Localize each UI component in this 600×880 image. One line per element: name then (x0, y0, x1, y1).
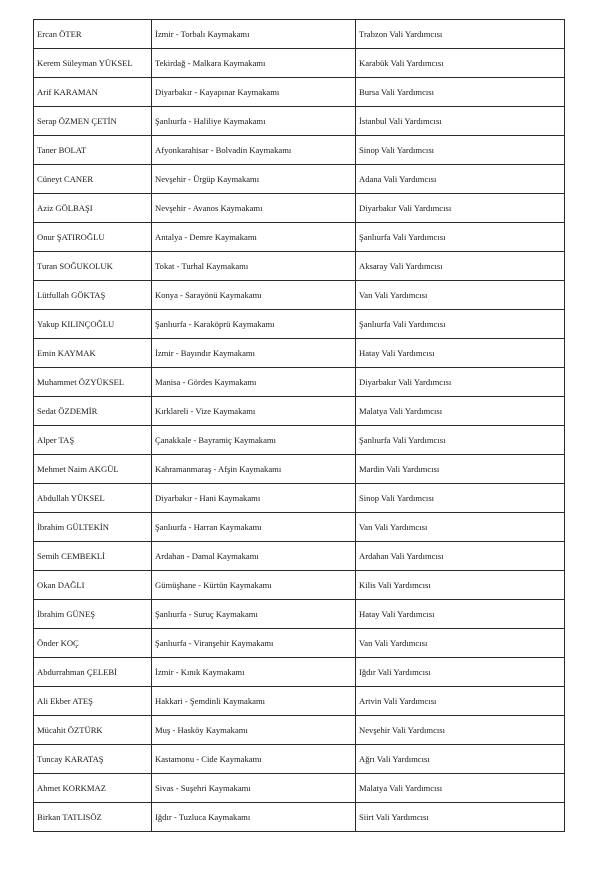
table-row (34, 426, 565, 455)
table-row (34, 629, 565, 658)
name-cell: Lütfullah GÖKTAŞ (34, 281, 152, 310)
current-post-cell: Ardahan - Damal Kaymakamı (152, 542, 356, 571)
table-row (34, 194, 565, 223)
table-row (34, 368, 565, 397)
current-post-cell: Şanlıurfa - Haliliye Kaymakamı (152, 107, 356, 136)
name-cell: Abdullah YÜKSEL (34, 484, 152, 513)
current-post-cell: Afyonkarahisar - Bolvadin Kaymakamı (152, 136, 356, 165)
table-row (34, 687, 565, 716)
table-row (34, 774, 565, 803)
current-post-cell: Konya - Sarayönü Kaymakamı (152, 281, 356, 310)
name-cell: Birkan TATLISÖZ (34, 803, 152, 832)
appointments-table-body (34, 20, 565, 832)
current-post-cell: İzmir - Torbalı Kaymakamı (152, 20, 356, 49)
name-cell: Onur ŞATIROĞLU (34, 223, 152, 252)
current-post-cell: Iğdır - Tuzluca Kaymakamı (152, 803, 356, 832)
current-post-cell: Diyarbakır - Hani Kaymakamı (152, 484, 356, 513)
table-row (34, 484, 565, 513)
table-row (34, 600, 565, 629)
name-cell: İbrahim GÜLTEKİN (34, 513, 152, 542)
new-post-cell: Diyarbakır Vali Yardımcısı (356, 194, 565, 223)
new-post-cell: Diyarbakır Vali Yardımcısı (356, 368, 565, 397)
name-cell: Mehmet Naim AKGÜL (34, 455, 152, 484)
new-post-cell: Aksaray Vali Yardımcısı (356, 252, 565, 281)
name-cell: Abdurrahman ÇELEBİ (34, 658, 152, 687)
name-cell: Ercan ÖTER (34, 20, 152, 49)
name-cell: Serap ÖZMEN ÇETİN (34, 107, 152, 136)
new-post-cell: Artvin Vali Yardımcısı (356, 687, 565, 716)
new-post-cell: Van Vali Yardımcısı (356, 629, 565, 658)
new-post-cell: Van Vali Yardımcısı (356, 281, 565, 310)
current-post-cell: Şanlıurfa - Viranşehir Kaymakamı (152, 629, 356, 658)
table-row (34, 803, 565, 832)
new-post-cell: Ağrı Vali Yardımcısı (356, 745, 565, 774)
new-post-cell: Van Vali Yardımcısı (356, 513, 565, 542)
current-post-cell: Antalya - Demre Kaymakamı (152, 223, 356, 252)
current-post-cell: Tokat - Turhal Kaymakamı (152, 252, 356, 281)
new-post-cell: Hatay Vali Yardımcısı (356, 339, 565, 368)
current-post-cell: Diyarbakır - Kayapınar Kaymakamı (152, 78, 356, 107)
new-post-cell: Hatay Vali Yardımcısı (356, 600, 565, 629)
table-row (34, 339, 565, 368)
table-row (34, 165, 565, 194)
current-post-cell: Kırklareli - Vize Kaymakamı (152, 397, 356, 426)
new-post-cell: Karabük Vali Yardımcısı (356, 49, 565, 78)
new-post-cell: İstanbul Vali Yardımcısı (356, 107, 565, 136)
current-post-cell: Manisa - Gördes Kaymakamı (152, 368, 356, 397)
current-post-cell: Kahramanmaraş - Afşin Kaymakamı (152, 455, 356, 484)
current-post-cell: Tekirdağ - Malkara Kaymakamı (152, 49, 356, 78)
new-post-cell: Trabzon Vali Yardımcısı (356, 20, 565, 49)
name-cell: Semih CEMBEKLİ (34, 542, 152, 571)
current-post-cell: Kastamonu - Cide Kaymakamı (152, 745, 356, 774)
current-post-cell: İzmir - Kınık Kaymakamı (152, 658, 356, 687)
name-cell: Okan DAĞLI (34, 571, 152, 600)
current-post-cell: Sivas - Suşehri Kaymakamı (152, 774, 356, 803)
current-post-cell: Nevşehir - Avanos Kaymakamı (152, 194, 356, 223)
current-post-cell: Şanlıurfa - Karaköprü Kaymakamı (152, 310, 356, 339)
name-cell: Mücahit ÖZTÜRK (34, 716, 152, 745)
table-row (34, 107, 565, 136)
current-post-cell: Nevşehir - Ürgüp Kaymakamı (152, 165, 356, 194)
new-post-cell: Mardin Vali Yardımcısı (356, 455, 565, 484)
name-cell: Emin KAYMAK (34, 339, 152, 368)
current-post-cell: Muş - Hasköy Kaymakamı (152, 716, 356, 745)
new-post-cell: Adana Vali Yardımcısı (356, 165, 565, 194)
new-post-cell: Nevşehir Vali Yardımcısı (356, 716, 565, 745)
name-cell: Tuncay KARATAŞ (34, 745, 152, 774)
new-post-cell: Ardahan Vali Yardımcısı (356, 542, 565, 571)
table-row (34, 78, 565, 107)
name-cell: Muhammet ÖZYÜKSEL (34, 368, 152, 397)
table-row (34, 745, 565, 774)
table-row (34, 513, 565, 542)
table-row (34, 455, 565, 484)
new-post-cell: Iğdır Vali Yardımcısı (356, 658, 565, 687)
current-post-cell: Şanlıurfa - Harran Kaymakamı (152, 513, 356, 542)
table-row (34, 223, 565, 252)
name-cell: Alper TAŞ (34, 426, 152, 455)
table-row (34, 20, 565, 49)
table-row (34, 658, 565, 687)
name-cell: Aziz GÖLBAŞI (34, 194, 152, 223)
name-cell: Yakup KILINÇOĞLU (34, 310, 152, 339)
name-cell: Ali Ekber ATEŞ (34, 687, 152, 716)
table-row (34, 542, 565, 571)
current-post-cell: Şanlıurfa - Suruç Kaymakamı (152, 600, 356, 629)
new-post-cell: Sinop Vali Yardımcısı (356, 484, 565, 513)
name-cell: Kerem Süleyman YÜKSEL (34, 49, 152, 78)
new-post-cell: Şanlıurfa Vali Yardımcısı (356, 223, 565, 252)
new-post-cell: Malatya Vali Yardımcısı (356, 774, 565, 803)
name-cell: Turan SOĞUKOLUK (34, 252, 152, 281)
table-row (34, 252, 565, 281)
current-post-cell: Gümüşhane - Kürtün Kaymakamı (152, 571, 356, 600)
new-post-cell: Şanlıurfa Vali Yardımcısı (356, 310, 565, 339)
table-row (34, 49, 565, 78)
table-row (34, 281, 565, 310)
name-cell: Ahmet KORKMAZ (34, 774, 152, 803)
current-post-cell: Hakkari - Şemdinli Kaymakamı (152, 687, 356, 716)
current-post-cell: İzmir - Bayındır Kaymakamı (152, 339, 356, 368)
new-post-cell: Şanlıurfa Vali Yardımcısı (356, 426, 565, 455)
new-post-cell: Kilis Vali Yardımcısı (356, 571, 565, 600)
name-cell: Önder KOÇ (34, 629, 152, 658)
name-cell: Arif KARAMAN (34, 78, 152, 107)
table-row (34, 310, 565, 339)
new-post-cell: Malatya Vali Yardımcısı (356, 397, 565, 426)
appointments-table (33, 19, 565, 832)
table-row (34, 716, 565, 745)
table-row (34, 571, 565, 600)
new-post-cell: Sinop Vali Yardımcısı (356, 136, 565, 165)
name-cell: Cüneyt CANER (34, 165, 152, 194)
name-cell: Taner BOLAT (34, 136, 152, 165)
table-row (34, 397, 565, 426)
new-post-cell: Bursa Vali Yardımcısı (356, 78, 565, 107)
name-cell: Sedat ÖZDEMİR (34, 397, 152, 426)
name-cell: İbrahim GÜNEŞ (34, 600, 152, 629)
new-post-cell: Siirt Vali Yardımcısı (356, 803, 565, 832)
table-row (34, 136, 565, 165)
current-post-cell: Çanakkale - Bayramiç Kaymakamı (152, 426, 356, 455)
